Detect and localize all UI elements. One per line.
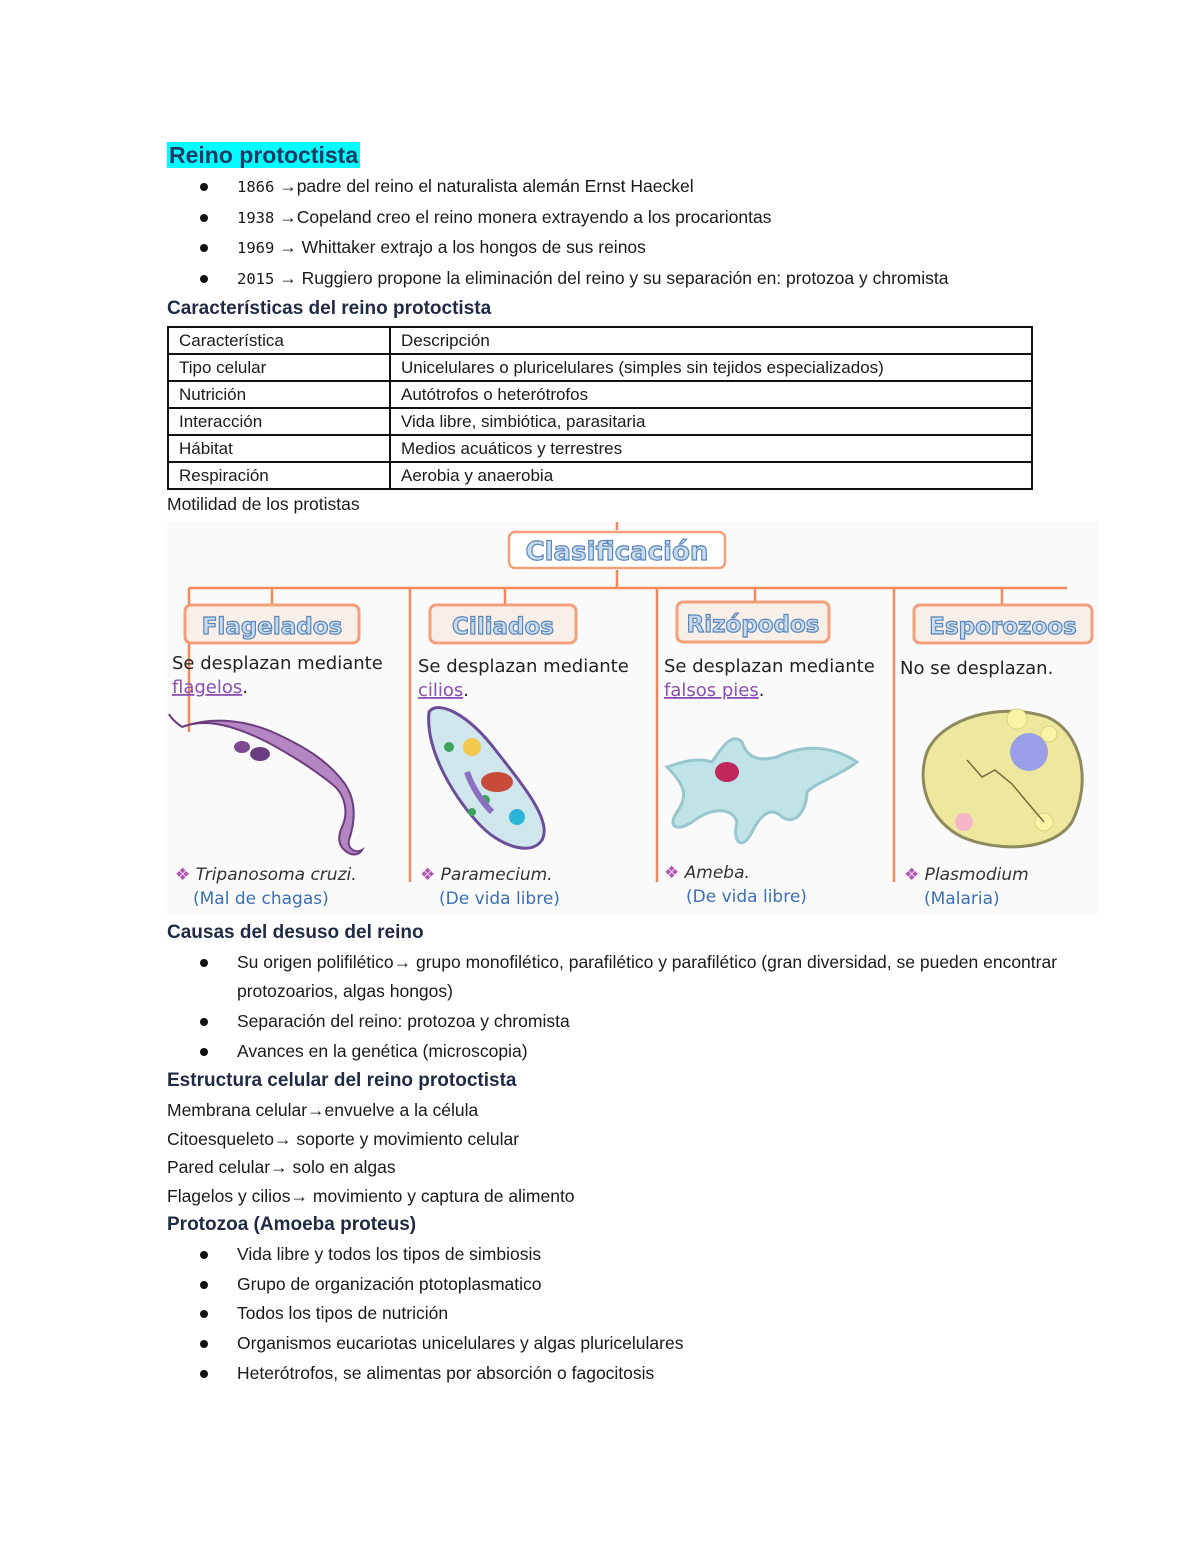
bullet-icon	[200, 1340, 208, 1348]
diamond-icon: ❖	[904, 864, 920, 885]
group-desc: No se desplazan.	[900, 657, 1054, 679]
connector-lines	[189, 522, 1067, 882]
bullet-icon	[200, 1018, 208, 1026]
motility-label: Motilidad de los protistas	[167, 494, 360, 515]
table-cell: Vida libre, simbiótica, parasitaria	[390, 408, 1032, 435]
table-row	[168, 408, 1032, 435]
table-cell: Unicelulares o pluricelulares (simples sin tejidos especializados)	[390, 354, 1032, 381]
list-item: 1969 → Whittaker extrajo a los hongos de sus reinos	[167, 233, 1097, 264]
group-link: flagelos	[172, 676, 243, 698]
list-item: Heterótrofos, se alimentas por absorción o fagocitosis	[167, 1359, 1097, 1389]
table-header-cell: Descripción	[390, 327, 1032, 354]
table-row	[168, 435, 1032, 462]
root-box	[509, 532, 725, 568]
protozoa-heading: Protozoa (Amoeba proteus)	[167, 1214, 417, 1236]
table-cell: Hábitat	[168, 435, 390, 462]
ameba-illustration	[667, 739, 857, 843]
group-title: Esporozoos	[929, 613, 1077, 640]
bullet-icon	[200, 244, 208, 252]
group-link-line: falsos pies.	[664, 679, 765, 701]
group-link-line: cilios.	[418, 679, 470, 701]
list-item: Vida libre y todos los tipos de simbiosis	[167, 1240, 1097, 1270]
list-item: Grupo de organización ptotoplasmatico	[167, 1270, 1097, 1300]
bullet-icon	[200, 183, 208, 191]
bullet-icon	[200, 1310, 208, 1318]
characteristics-table	[167, 326, 1033, 490]
organism-note: (De vida libre)	[439, 888, 560, 909]
organism-caption: ❖ Plasmodium	[904, 864, 1029, 885]
bullet-icon	[200, 1281, 208, 1289]
causes-heading: Causas del desuso del reino	[167, 921, 424, 943]
bullet-icon	[200, 214, 208, 222]
group-box-flagelados	[185, 605, 359, 643]
structure-line: Membrana celular→envuelve a la célula	[167, 1100, 479, 1121]
group-desc: Se desplazan mediante	[172, 652, 383, 674]
classification-diagram	[167, 522, 1098, 914]
group-title: Ciliados	[451, 613, 555, 640]
group-desc: Se desplazan mediante	[418, 655, 629, 677]
structure-line: Citoesqueleto→ soporte y movimiento celular	[167, 1128, 520, 1149]
group-link: cilios	[418, 679, 464, 701]
table-cell: Tipo celular	[168, 354, 390, 381]
bullet-icon	[200, 275, 208, 283]
structure-line: Flagelos y cilios→ movimiento y captura de alimento	[167, 1185, 575, 1206]
bullet-icon	[200, 1251, 208, 1259]
root-label: Clasificación	[525, 536, 709, 567]
group-box-esporozoos	[914, 605, 1092, 643]
table-cell: Autótrofos o heterótrofos	[390, 381, 1032, 408]
plasmodium-illustration	[923, 709, 1082, 847]
list-item: Separación del reino: protozoa y chromista	[167, 1007, 1097, 1037]
group-desc: Se desplazan mediante	[664, 655, 875, 677]
diamond-icon: ❖	[175, 864, 191, 885]
protozoa-list	[167, 1240, 1097, 1388]
bullet-icon	[200, 1048, 208, 1056]
document-page	[167, 138, 1097, 1388]
list-item: 1866 →padre del reino el naturalista alemán Ernst Haeckel	[167, 172, 1097, 203]
table-cell: Respiración	[168, 462, 390, 489]
group-box-rizopodos	[677, 602, 829, 642]
table-cell: Medios acuáticos y terrestres	[390, 435, 1032, 462]
organism-caption: ❖ Ameba.	[664, 862, 750, 883]
table-cell: Interacción	[168, 408, 390, 435]
list-item: Avances en la genética (microscopia)	[167, 1037, 1097, 1067]
list-item: Su origen polifilético→ grupo monofilético, parafilético y parafilético (gran diversidad, se pueden encontrar protozoarios, algas hongos)	[167, 948, 1097, 1007]
page-title: Reino protoctista	[169, 142, 359, 168]
bullet-icon	[200, 959, 208, 967]
structure-heading: Estructura celular del reino protoctista	[167, 1070, 517, 1092]
organism-note: (Mal de chagas)	[193, 888, 329, 909]
table-header-row	[168, 327, 1032, 354]
bullet-icon	[200, 1370, 208, 1378]
characteristics-heading: Características del reino protoctista	[167, 298, 492, 320]
paramecium-illustration	[429, 707, 545, 848]
structure-line: Pared celular→ solo en algas	[167, 1157, 396, 1178]
group-title: Flagelados	[201, 613, 343, 640]
table-header-cell: Característica	[168, 327, 390, 354]
diamond-icon: ❖	[664, 862, 680, 883]
table-cell: Aerobia y anaerobia	[390, 462, 1032, 489]
causes-list	[167, 948, 1097, 1066]
history-list	[167, 172, 1097, 294]
list-item: Organismos eucariotas unicelulares y algas pluricelulares	[167, 1329, 1097, 1359]
group-link-line: flagelos.	[172, 676, 248, 698]
group-title: Rizópodos	[686, 611, 820, 638]
tripanosoma-illustration	[169, 714, 362, 854]
list-item: 2015 → Ruggiero propone la eliminación del reino y su separación en: protozoa y chromista	[167, 264, 1097, 295]
organism-caption: ❖ Tripanosoma cruzi.	[175, 864, 357, 885]
table-row	[168, 381, 1032, 408]
organism-note: (De vida libre)	[686, 886, 807, 907]
list-item: Todos los tipos de nutrición	[167, 1299, 1097, 1329]
organism-note: (Malaria)	[924, 888, 1000, 909]
table-cell: Nutrición	[168, 381, 390, 408]
diamond-icon: ❖	[420, 864, 436, 885]
organism-caption: ❖ Paramecium.	[420, 864, 553, 885]
group-link: falsos pies	[664, 679, 759, 701]
group-box-ciliados	[430, 605, 576, 643]
table-row	[168, 462, 1032, 489]
table-row	[168, 354, 1032, 381]
list-item: 1938 →Copeland creo el reino monera extrayendo a los procariontas	[167, 203, 1097, 234]
